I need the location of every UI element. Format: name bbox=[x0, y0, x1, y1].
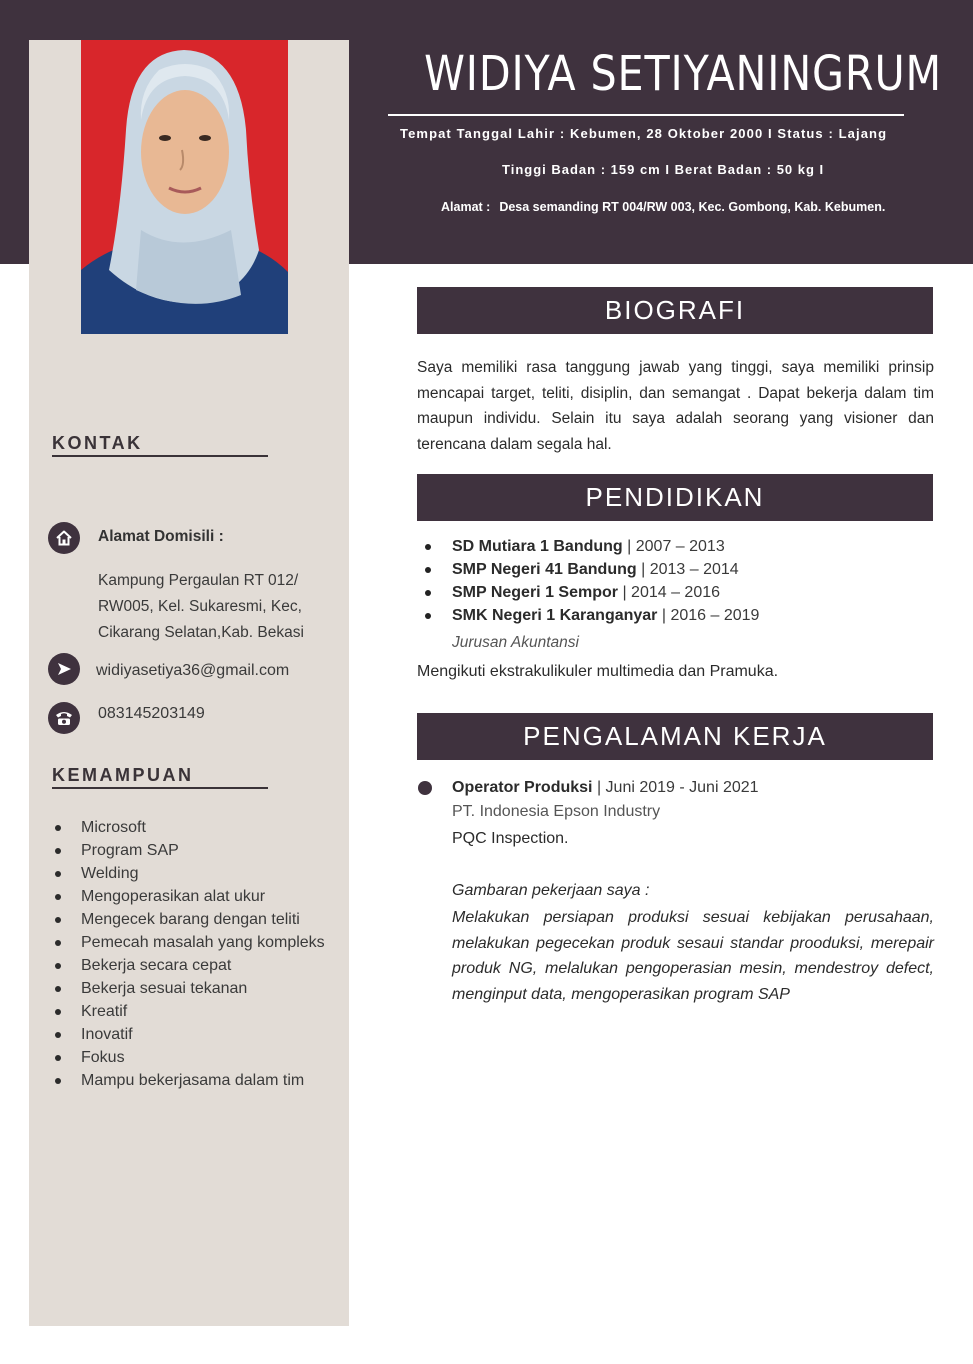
job-description: Melakukan persiapan produksi sesuai kebijakan perusahaan, melakukan pegecekan produk sesaui standar prooduksi, merepair produk NG, melalukan pengoperasian mesin, mendestroy defect, menginput data, mengoperasikan program SAP bbox=[452, 909, 934, 1004]
list-item: Pemecah masalah yang kompleks bbox=[52, 931, 332, 954]
list-item bbox=[424, 558, 759, 581]
send-icon bbox=[48, 653, 80, 685]
job-bullet bbox=[418, 781, 432, 795]
phone-icon bbox=[48, 702, 80, 734]
list-item: Mengecek barang dengan teliti bbox=[52, 908, 332, 931]
school-years: | 2016 – 2019 bbox=[661, 607, 760, 624]
profile-photo bbox=[81, 40, 288, 334]
pengalaman-heading: PENGALAMAN KERJA bbox=[417, 713, 933, 760]
job-position: Operator Produksi bbox=[452, 779, 593, 796]
job-description-label: Gambaran pekerjaan saya : bbox=[452, 882, 650, 899]
list-item: Fokus bbox=[52, 1046, 332, 1069]
company-name: PT. Indonesia Epson Industry bbox=[452, 803, 661, 820]
address-line-value: Desa semanding RT 004/RW 003, Kec. Gombong, Kab. Kebumen. bbox=[499, 200, 886, 214]
phone-number: 083145203149 bbox=[98, 705, 205, 722]
list-item bbox=[424, 581, 759, 604]
list-item bbox=[424, 535, 759, 558]
address-line bbox=[441, 200, 885, 214]
education-list bbox=[424, 535, 759, 627]
job-role: PQC Inspection. bbox=[452, 830, 569, 847]
major: Jurusan Akuntansi bbox=[452, 634, 579, 651]
list-item: Microsoft bbox=[52, 816, 332, 839]
kontak-heading: KONTAK bbox=[52, 433, 268, 457]
list-item: Welding bbox=[52, 862, 332, 885]
school-name: SMP Negeri 41 Bandung bbox=[452, 561, 637, 578]
skills-list bbox=[52, 816, 332, 1092]
list-item: Bekerja sesuai tekanan bbox=[52, 977, 332, 1000]
email-address: widiyasetiya36@gmail.com bbox=[96, 662, 290, 679]
birth-status-line: Tempat Tanggal Lahir : Kebumen, 28 Oktober 2000 I Status : Lajang bbox=[400, 126, 888, 141]
job-title bbox=[452, 779, 759, 797]
address-line-label: Alamat : bbox=[441, 200, 491, 214]
list-item: Bekerja secara cepat bbox=[52, 954, 332, 977]
pendidikan-heading: PENDIDIKAN bbox=[417, 474, 933, 521]
list-item: Kreatif bbox=[52, 1000, 332, 1023]
domicile-address: Kampung Pergaulan RT 012/ RW005, Kel. Sukaresmi, Kec, Cikarang Selatan,Kab. Bekasi bbox=[98, 572, 304, 641]
school-name: SMK Negeri 1 Karanganyar bbox=[452, 607, 658, 624]
full-name: WIDIYA SETIYANINGRUM bbox=[424, 46, 943, 102]
school-years: | 2013 – 2014 bbox=[641, 561, 739, 578]
biografi-heading: BIOGRAFI bbox=[417, 287, 933, 334]
job-period: | Juni 2019 - Juni 2021 bbox=[596, 779, 759, 796]
kemampuan-heading: KEMAMPUAN bbox=[52, 765, 268, 789]
list-item: Mampu bekerjasama dalam tim bbox=[52, 1069, 332, 1092]
school-years: | 2014 – 2016 bbox=[622, 584, 721, 601]
list-item: Program SAP bbox=[52, 839, 332, 862]
school-years: | 2007 – 2013 bbox=[627, 538, 725, 555]
height-weight-line: Tinggi Badan : 159 cm I Berat Badan : 50 kg I bbox=[502, 162, 825, 177]
home-icon bbox=[48, 522, 80, 554]
biografi-text: Saya memiliki rasa tanggung jawab yang tinggi, saya memiliki prinsip mencapai target, teliti, disiplin, dan semangat . Dapat bekerja dalam tim maupun individu. Selain itu saya adalah seorang yang visioner dan terencana dalam segala hal. bbox=[417, 359, 934, 453]
school-name: SMP Negeri 1 Sempor bbox=[452, 584, 618, 601]
domicile-address-label: Alamat Domisili : bbox=[98, 528, 224, 545]
extracurricular: Mengikuti ekstrakulikuler multimedia dan Pramuka. bbox=[417, 663, 779, 680]
list-item bbox=[424, 604, 759, 627]
name-underline bbox=[388, 114, 904, 116]
school-name: SD Mutiara 1 Bandung bbox=[452, 538, 623, 555]
list-item: Mengoperasikan alat ukur bbox=[52, 885, 332, 908]
list-item: Inovatif bbox=[52, 1023, 332, 1046]
